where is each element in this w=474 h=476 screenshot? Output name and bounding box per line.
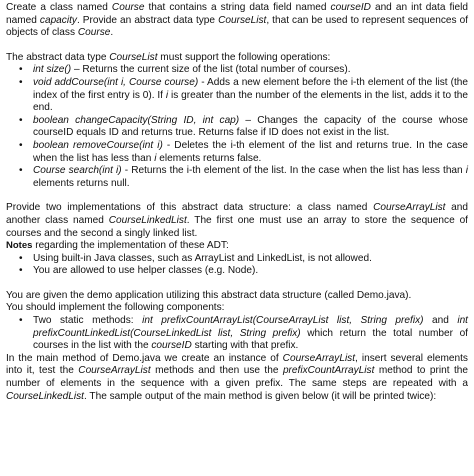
intro-course: Course xyxy=(111,2,145,13)
intro-course-2: Course xyxy=(77,27,111,39)
demo-line-2: You should implement the following components: xyxy=(6,302,225,314)
intro-text-6: . xyxy=(110,27,114,39)
intro-capacity: capacity xyxy=(39,14,77,26)
intro-text-4: . Provide an abstract data type xyxy=(76,14,219,26)
intro-text-2: that contains a string data field named xyxy=(144,2,331,13)
operation-item xyxy=(6,140,468,165)
notes-text: regarding the implementation of these ADT: xyxy=(32,240,229,252)
operation-description: - Deletes the i-th element of the list and returns true. In the case when the list has less than i elements returns false. xyxy=(33,139,468,164)
operation-item xyxy=(6,77,468,115)
intro-text-3: and an int data field named xyxy=(6,2,468,26)
notes-label: Notes xyxy=(6,240,33,252)
demo-item-text-3: which return the total number of courses in the list with the xyxy=(33,327,468,352)
components-list xyxy=(6,315,468,353)
impl-linkedlist: CourseLinkedList xyxy=(108,214,187,226)
main-text-2: , insert several elements into it, test the xyxy=(6,352,468,377)
demo-item-text-2: and xyxy=(423,315,458,327)
demo-line-1: You are given the demo application utilizing this abstract data structure (called Demo.java). xyxy=(6,289,412,301)
demo-courseid: courseID xyxy=(151,340,192,352)
intro-courseid: courseID xyxy=(330,2,371,13)
impl-arraylist: CourseArrayList xyxy=(373,202,446,214)
impl-text-2: and another class named xyxy=(6,202,468,226)
operation-signature: Course search(int i) xyxy=(33,165,122,177)
demo-item-text-4: starting with that prefix. xyxy=(191,340,299,352)
intro-text-5: , that can be used to represent sequences of objects of class xyxy=(6,14,468,39)
main-method: prefixCountArrayList xyxy=(282,365,375,377)
main-text-5: . The sample output of the main method is given below (it will be printed twice): xyxy=(84,390,437,402)
main-paragraph xyxy=(6,353,468,403)
operation-description: - Returns the i-th element of the list. In the case when the list has less than i elements returns null. xyxy=(33,165,468,189)
main-linkedlist: CourseLinkedList xyxy=(6,390,84,402)
implementation-paragraph xyxy=(6,202,468,240)
adt-text-2: must support the following operations: xyxy=(157,51,331,63)
components-item xyxy=(6,315,468,353)
main-text-4: method to print the number of elements in the sequence with a given prefix. The same steps are repeated with a xyxy=(6,365,468,390)
adt-paragraph xyxy=(6,52,468,65)
main-arraylist: CourseArrayList xyxy=(282,352,356,364)
notes-heading xyxy=(6,240,468,253)
intro-text-1: Create a class named xyxy=(6,2,112,13)
demo-method-1: int prefixCountArrayList(CourseArrayList list, String prefix) xyxy=(142,315,424,327)
notes-item: • Using built-in Java classes, such as ArrayList and LinkedList, is not allowed. xyxy=(6,253,468,266)
adt-courselist: CourseList xyxy=(109,51,158,63)
notes-list xyxy=(6,253,468,278)
operation-signature: void addCourse(int i, Course course) xyxy=(33,76,199,88)
operations-list xyxy=(6,64,468,190)
demo-item-text-1: Two static methods: xyxy=(33,315,143,327)
main-text-1: In the main method of Demo.java we create an instance of xyxy=(6,352,283,364)
impl-text-3: . The first one must use an array to store the sequence of courses and the second a singly linked list. xyxy=(6,214,468,239)
operation-description: - Adds a new element before the i-th element of the list (the index of the first entry is 0). If i is greater than the number of the elements in the list, adds it to the end. xyxy=(33,76,468,114)
intro-courselist: CourseList xyxy=(218,14,267,26)
operation-item xyxy=(6,64,468,77)
main-text-3: methods and then use the xyxy=(150,365,283,377)
operation-item xyxy=(6,165,468,190)
notes-item: • You are allowed to use helper classes (e.g. Node). xyxy=(6,265,468,278)
operation-description: – Changes the capacity of the course whose courseID equals ID and returns true. Returns false if ID does not exist in the list. xyxy=(33,114,468,139)
main-arraylist-2: CourseArrayList xyxy=(78,365,151,377)
operation-signature: boolean removeCourse(int i) xyxy=(33,139,163,151)
operation-item xyxy=(6,115,468,140)
intro-paragraph xyxy=(6,2,468,40)
operation-description: – Returns the current size of the list (total number of courses). xyxy=(71,64,351,76)
operation-signature: boolean changeCapacity(String ID, int cap) xyxy=(33,114,240,126)
impl-text-1: Provide two implementations of this abstract data structure: a class named xyxy=(6,202,374,214)
adt-text-1: The abstract data type xyxy=(6,51,110,63)
demo-method-2: int prefixCountLinkedList(CourseLinkedList list, String prefix) xyxy=(33,315,468,339)
operation-signature: int size() xyxy=(33,64,72,76)
